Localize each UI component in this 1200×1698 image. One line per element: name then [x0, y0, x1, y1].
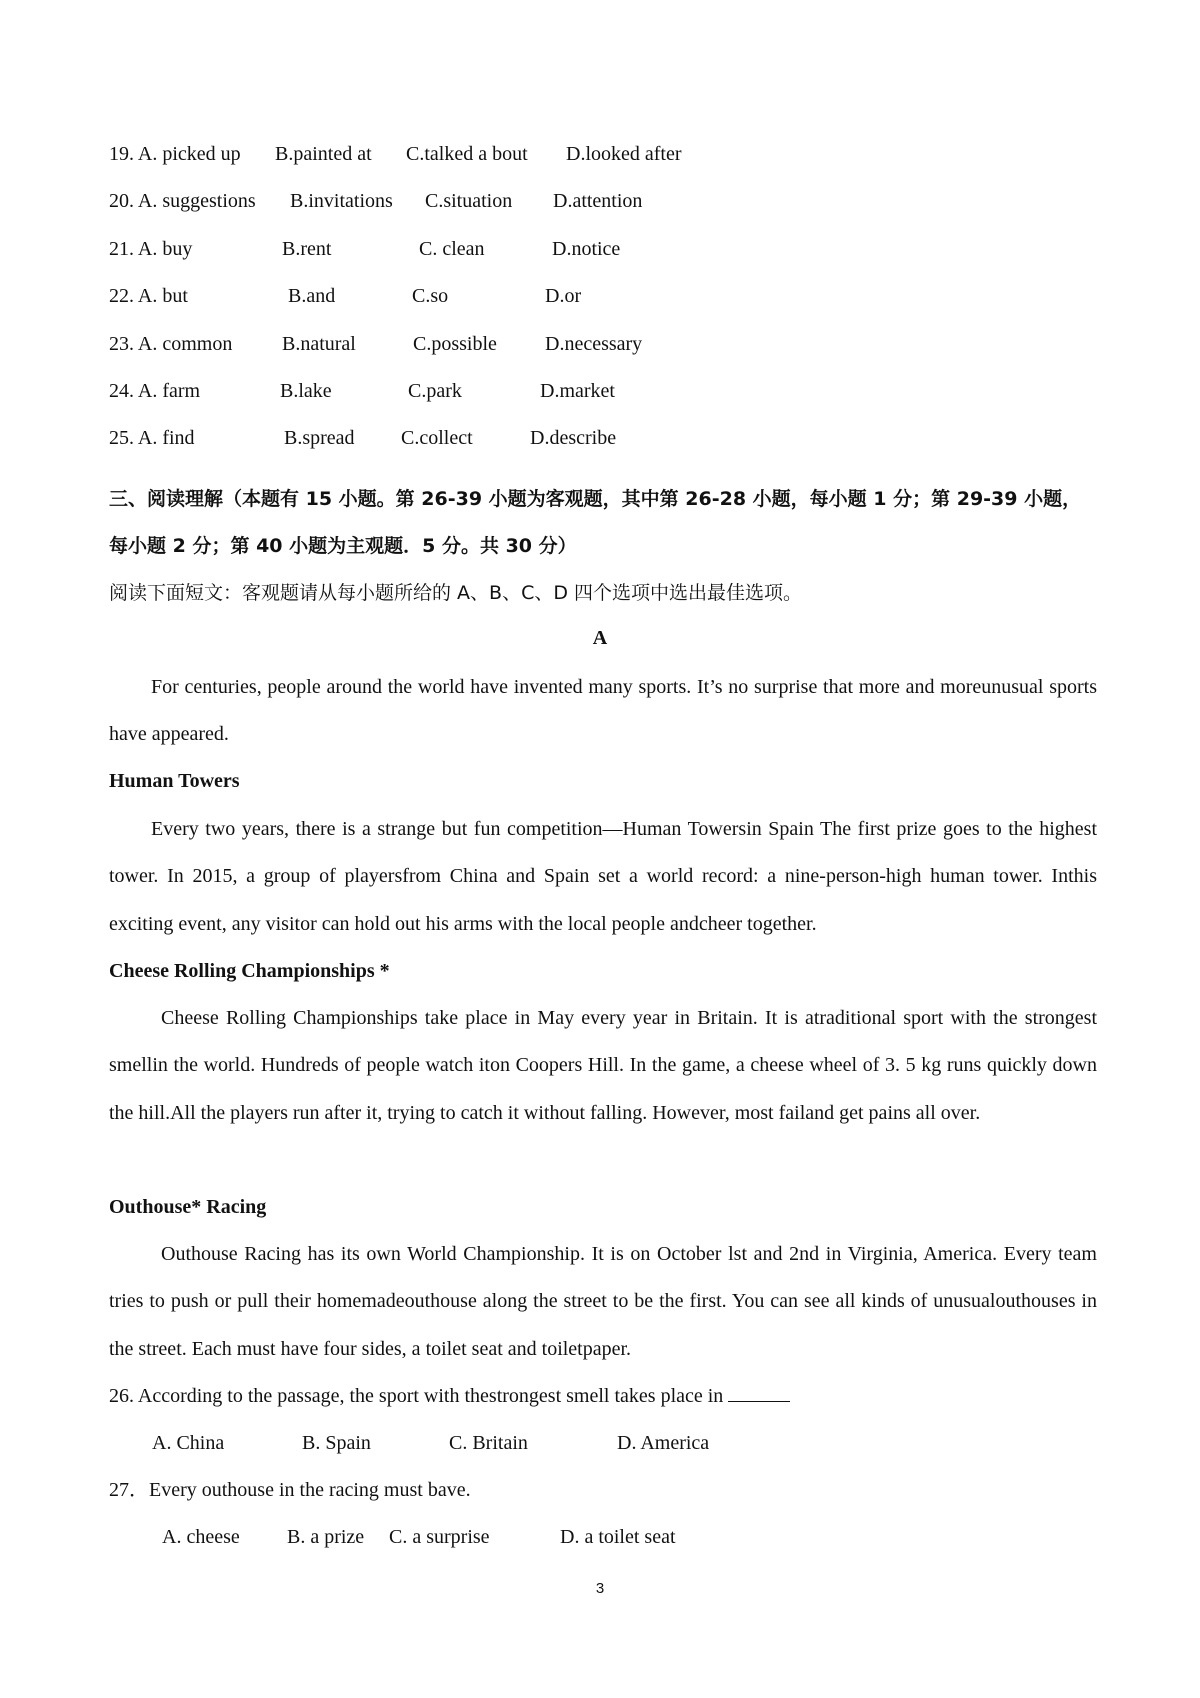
- option-d: D. a toilet seat: [560, 1526, 676, 1548]
- option-d: D.necessary: [545, 333, 643, 355]
- section-title-cheese-rolling: Cheese Rolling Championships *: [109, 960, 390, 982]
- question-26: [109, 1383, 790, 1409]
- option-b: B. Spain: [302, 1432, 371, 1454]
- option-b: B.rent: [282, 238, 332, 260]
- option-c: C.park: [408, 380, 462, 402]
- answer-blank: [728, 1383, 790, 1402]
- option-d: D.attention: [553, 190, 643, 212]
- option-c: C. a surprise: [389, 1526, 490, 1548]
- option-b: B.invitations: [290, 190, 393, 212]
- option-a: A. China: [152, 1432, 225, 1454]
- option-d: D.looked after: [566, 143, 682, 165]
- option-b: B.lake: [280, 380, 332, 402]
- option-c: C.talked a bout: [406, 143, 528, 165]
- option-c: C.situation: [425, 190, 513, 212]
- option-a: 24. A. farm: [109, 380, 201, 402]
- question-27: [109, 1477, 471, 1503]
- option-c: C. Britain: [449, 1432, 528, 1454]
- option-a: 22. A. but: [109, 285, 188, 307]
- option-a: 23. A. common: [109, 333, 233, 355]
- question-stem: 27．Every outhouse in the racing must bave.: [109, 1479, 471, 1501]
- section-body-human-towers: Every two years, there is a strange but fun competition—Human Towersin Spain The first prize goes to the highest tower. In 2015, a group of playersfrom China and Spain set a world record: a nine-person-high human tower. Inthis exciting event, any visitor can hold out his arms with the local people andcheer together.: [109, 818, 1097, 935]
- option-d: D.notice: [552, 238, 621, 260]
- option-b: B.painted at: [275, 143, 372, 165]
- option-c: C.collect: [401, 427, 473, 449]
- option-b: B.natural: [282, 333, 356, 355]
- option-d: D.describe: [530, 427, 617, 449]
- section-body-outhouse-racing: Outhouse Racing has its own World Championship. It is on October lst and 2nd in Virginia, America. Every team tries to push or pull their homemadeouthouse along the street to be the first. You can see all kinds of unusualouthouses in the street. Each must have four sides, a toilet seat and toiletpaper.: [109, 1243, 1097, 1360]
- option-c: C. clean: [419, 238, 485, 260]
- option-a: 20. A. suggestions: [109, 190, 256, 212]
- option-a: 19. A. picked up: [109, 143, 241, 165]
- passage-label: A: [592, 627, 608, 649]
- section-heading-line1: 三、阅读理解（本题有 15 小题。第 26-39 小题为客观题，其中第 26-28 小题，每小题 1 分；第 29-39 小题，: [109, 488, 1082, 510]
- option-c: C.so: [412, 285, 449, 307]
- option-b: B.and: [288, 285, 336, 307]
- section-instruction: 阅读下面短文：客观题请从每小题所给的 A、B、C、D 四个选项中选出最佳选项。: [109, 582, 803, 604]
- option-a: 21. A. buy: [109, 238, 193, 260]
- section-body-cheese-rolling: Cheese Rolling Championships take place in May every year in Britain. It is atraditional sport with the strongest smellin the world. Hundreds of people watch iton Coopers Hill. In the game, a cheese wheel of 3. 5 kg runs quickly down the hill.All the players run after it, trying to catch it without falling. However, most failand get pains all over.: [109, 1007, 1097, 1124]
- option-d: D. America: [617, 1432, 710, 1454]
- section-title-outhouse-racing: Outhouse* Racing: [109, 1196, 267, 1218]
- question-stem: 26. According to the passage, the sport with thestrongest smell takes place in: [109, 1385, 724, 1407]
- option-d: D.market: [540, 380, 615, 402]
- option-d: D.or: [545, 285, 582, 307]
- page-number: 3: [595, 1580, 605, 1597]
- option-a: A. cheese: [162, 1526, 240, 1548]
- section-heading-line2: 每小题 2 分；第 40 小题为主观题．5 分。共 30 分）: [109, 535, 577, 557]
- option-b: B. a prize: [287, 1526, 365, 1548]
- option-a: 25. A. find: [109, 427, 195, 449]
- option-c: C.possible: [413, 333, 497, 355]
- option-b: B.spread: [284, 427, 355, 449]
- passage-intro: For centuries, people around the world have invented many sports. It’s no surprise that more and moreunusual sports have appeared.: [109, 676, 1097, 746]
- section-title-human-towers: Human Towers: [109, 770, 240, 792]
